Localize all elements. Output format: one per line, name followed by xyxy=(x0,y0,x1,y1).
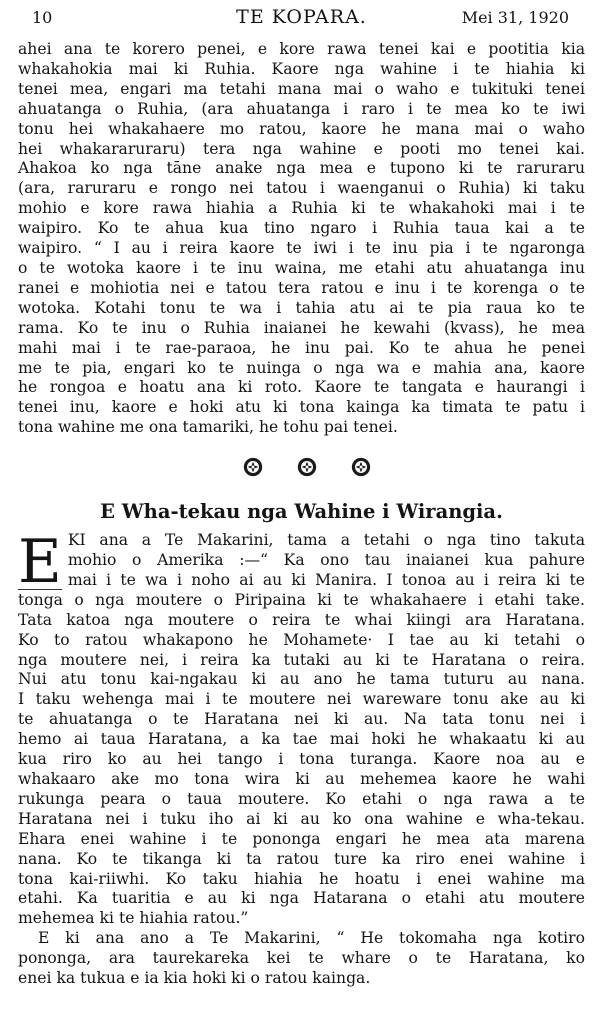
flower-ornament-icon xyxy=(296,456,318,482)
text-line: I taku wehenga mai i te moutere nei wareware tonu ake au ki xyxy=(18,690,585,709)
text-line: nga moutere nei, i reira ka tutaki au ki te Haratana o reira. xyxy=(18,650,585,669)
text-line: rukunga peara o taua moutere. Ko etahi o nga rawa a te xyxy=(18,789,585,808)
ornament-row xyxy=(18,456,585,482)
text-line: hemo ai taua Haratana, a ka tae mai hoki he whakaatu ki au xyxy=(18,730,585,749)
text-line: rama. Ko te inu o Ruhia inaianei he kewahi (kvass), he mea xyxy=(18,318,585,337)
text-line: kua riro ko au hei tango i tona turanga. Kaore noa au e xyxy=(18,750,585,769)
text-line: Ko to ratou whakapono he Mohamete· I tae au ki tetahi o xyxy=(18,630,585,649)
text-line: o te wotoka kaore i te inu waina, me etahi atu ahuatanga inu xyxy=(18,258,585,277)
text-line: tona wahine me ona tamariki, he tohu pai tenei. xyxy=(18,418,398,437)
page-number: 10 xyxy=(32,8,53,27)
text-line: ranei e mohiotia nei e tatou tera ratou e inu i te korenga o te xyxy=(18,278,585,297)
text-line: mohio o Amerika :—“ Ka ono tau inaianei kua pahure xyxy=(67,551,585,570)
text-line: whakahokia mai ki Ruhia. Kaore nga wahine i te hiahia ki xyxy=(18,59,585,78)
running-header xyxy=(18,0,585,40)
text-line: etahi. Ka tuaritia e au ki nga Hatarana o etahi atu moutere xyxy=(18,889,585,908)
drop-cap: E xyxy=(18,527,62,598)
text-line: hei whakararuraru) tera nga wahine e pooti mo tenei kai. xyxy=(18,139,585,158)
text-line: tenei mea, engari ma tetahi mana mai o waho e tukituki tenei xyxy=(18,79,585,98)
text-line: tona kai-riiwhi. Ko taku hiahia he hoatu i enei wahine ma xyxy=(18,869,585,888)
text-line: tenei inu, kaore e hoki atu ki tona kainga ka timata te patu i xyxy=(18,398,585,417)
closing-paragraph xyxy=(18,929,585,989)
article-body xyxy=(18,527,585,989)
article-heading: E Wha-tekau nga Wahine i Wirangia. xyxy=(100,500,503,524)
text-line: tonu hei whakahaere mo ratou, kaore he mana mai o waho xyxy=(18,119,585,138)
text-line: Ahakoa ko nga tāne anake nga mea e tupono ki te raruraru xyxy=(18,159,585,178)
text-line: (ara, raruraru e rongo nei tatou i waenganui o Ruhia) ki taku xyxy=(18,179,585,198)
text-line: me te pia, engari ko te nuinga o nga wa e mahia ana, kaore xyxy=(18,358,585,377)
text-line: te ahuatanga o te Haratana nei ki au. Na tata tonu nei i xyxy=(18,710,585,729)
text-line: mahi mai i te rae-paraoa, he inu pai. Ko te ahua he penei xyxy=(18,338,585,357)
text-line: Nui atu tonu kai-ngakau ki au ano he tama tuturu au nana. xyxy=(18,670,585,689)
article-paragraph xyxy=(18,527,585,929)
text-line: ahei ana te korero penei, e kore rawa tenei kai e pootitia kia xyxy=(18,40,585,58)
text-line: E ki ana ano a Te Makarini, “ He tokomaha nga kotiro xyxy=(38,929,585,948)
issue-date: Mei 31, 1920 xyxy=(461,8,569,27)
text-line: mohio e kore rawa hiahia a Ruhia ki te whakahoki mai i te xyxy=(18,199,585,218)
flower-ornament-icon xyxy=(350,456,372,482)
text-line: he rongoa e hoatu ana ki roto. Kaore te tangata e haurangi i xyxy=(18,378,585,397)
text-line: Haratana nei i tuku iho ai ki au ko ona wahine e wha-tekau. xyxy=(18,809,585,828)
text-line: Tata katoa nga moutere o reira te whai kiingi ara Haratana. xyxy=(18,610,585,629)
text-line: wotoka. Kotahi tonu te wa i tahia atu ai te pia raua ko te xyxy=(18,298,585,317)
flower-ornament-icon xyxy=(242,456,264,482)
text-line: waipiro. Ko te ahua kua tino ngaro i Ruhia taua kai a te xyxy=(18,219,585,238)
text-line: KI ana a Te Makarini, tama a tetahi o nga tino takuta xyxy=(67,531,585,550)
text-line: tonga o nga moutere o Piripaina ki te whakahaere i etahi take. xyxy=(18,590,585,609)
text-line: ahuatanga o Ruhia, (ara ahuatanga i raro i te mea ko te iwi xyxy=(18,99,585,118)
text-line: nana. Ko te tikanga ki ta ratou ture ka riro enei wahine i xyxy=(18,849,585,868)
continued-paragraph xyxy=(18,40,585,438)
text-line: Ehara enei wahine i te pononga engari he mea ata marena xyxy=(18,829,585,848)
text-line: mai i te wa i noho ai au ki Manira. I tonoa au i reira ki te xyxy=(67,570,585,589)
text-line: pononga, ara taurekareka kei te whare o te Haratana, ko xyxy=(18,949,585,968)
text-line: enei ka tukua e ia kia hoki ki o ratou kainga. xyxy=(18,969,371,988)
text-line: mehemea ki te hiahia ratou.” xyxy=(18,909,249,928)
publication-title: TE KOPARA. xyxy=(236,6,367,28)
text-line: whakaaro ake mo tona wira ki au mehemea kaore he wahi xyxy=(18,770,585,788)
text-line: waipiro. “ I au i reira kaore te iwi i te inu pia i te ngaronga xyxy=(18,239,585,258)
